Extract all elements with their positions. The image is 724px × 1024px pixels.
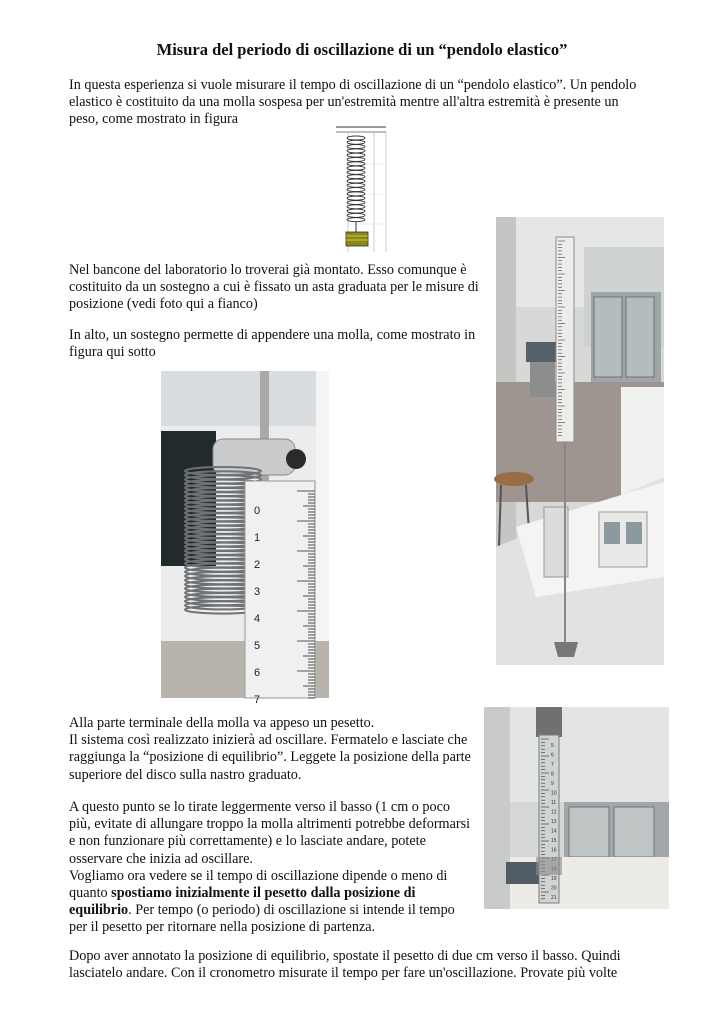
weight-paragraph: Alla parte terminale della molla va appeso un pesetto. Il sistema così realizzato inizierà ad oscillare. Fermatelo e lasciate che raggiunga la “posizione di equilibrio”. Leggete la posizione della parte superiore del disco sulla nastro graduato. <box>69 715 471 783</box>
tube-number: 5 <box>551 743 554 749</box>
intro-paragraph: In questa esperienza si vuole misurare il tempo di oscillazione di un “pendolo elastico”. Un pendolo elastico è costituito da una molla sospesa per un'estremità mentre all'altra estremità è presente un peso, come mostrato in figura <box>69 77 637 128</box>
setup-paragraph: Nel bancone del laboratorio lo troverai già montato. Esso comunque è costituito da un sostegno a cui è fissato un asta graduata per le misure di posizione (vedi foto qui a fianco) <box>69 262 479 313</box>
tube-number: 20 <box>551 885 557 892</box>
scale-number: 5 <box>254 640 261 652</box>
scale-number: 7 <box>254 694 261 706</box>
weight-block <box>346 232 368 246</box>
tube-number: 15 <box>551 838 557 844</box>
support-paragraph: In alto, un sostegno permette di appendere una molla, come mostrato in figura qui sotto <box>69 327 476 361</box>
procedure-paragraph: Dopo aver annotato la posizione di equilibrio, spostate il pesetto di due cm verso il basso. Quindi lasciatelo andare. Con il cronometro misurate il tempo per fare un'oscillazione. Provate più volte <box>69 948 621 982</box>
tube-number: 12 <box>551 809 557 816</box>
tube-number: 13 <box>551 819 557 825</box>
tube-number: 10 <box>551 790 557 797</box>
graduated-tube-photo <box>484 707 669 909</box>
tube-number: 9 <box>551 781 554 787</box>
tube-number: 8 <box>551 771 554 778</box>
tube-number: 14 <box>551 828 557 835</box>
scale-number: 1 <box>254 532 261 544</box>
lab-photo-rod <box>496 217 664 665</box>
spring-diagram <box>334 124 390 258</box>
scale-number: 3 <box>254 586 261 598</box>
tube-number: 7 <box>551 762 554 768</box>
scale-number: 6 <box>254 667 261 679</box>
scale-number: 4 <box>254 613 261 625</box>
scale-number: 2 <box>254 559 261 571</box>
tube-number: 11 <box>551 800 557 806</box>
tube-number: 21 <box>551 895 557 901</box>
page-title: Misura del periodo di oscillazione di un “pendolo elastico” <box>156 40 568 59</box>
oscillation-paragraph: A questo punto se lo tirate leggermente verso il basso (1 cm o poco più, evitate di allungare troppo la molla altrimenti potrebbe deformarsi e non funzionare più correttamente) e lo lasciate andare, potete osservare che inizia ad oscillare. Vogliamo ora vedere se il tempo di oscillazione dipende o meno di quanto spostiamo inizialmente il pesetto dalla posizione di equilibrio. Per tempo (o periodo) di oscillazione si intende il tempo per il pesetto per ritornare nella posizione di partenza. <box>69 799 471 936</box>
spring-photo <box>161 371 329 706</box>
scale-number: 0 <box>254 505 261 517</box>
spring-coil <box>347 136 365 222</box>
tube-number: 19 <box>551 876 557 882</box>
tube-number: 16 <box>551 847 557 854</box>
tube-number: 6 <box>551 752 554 759</box>
